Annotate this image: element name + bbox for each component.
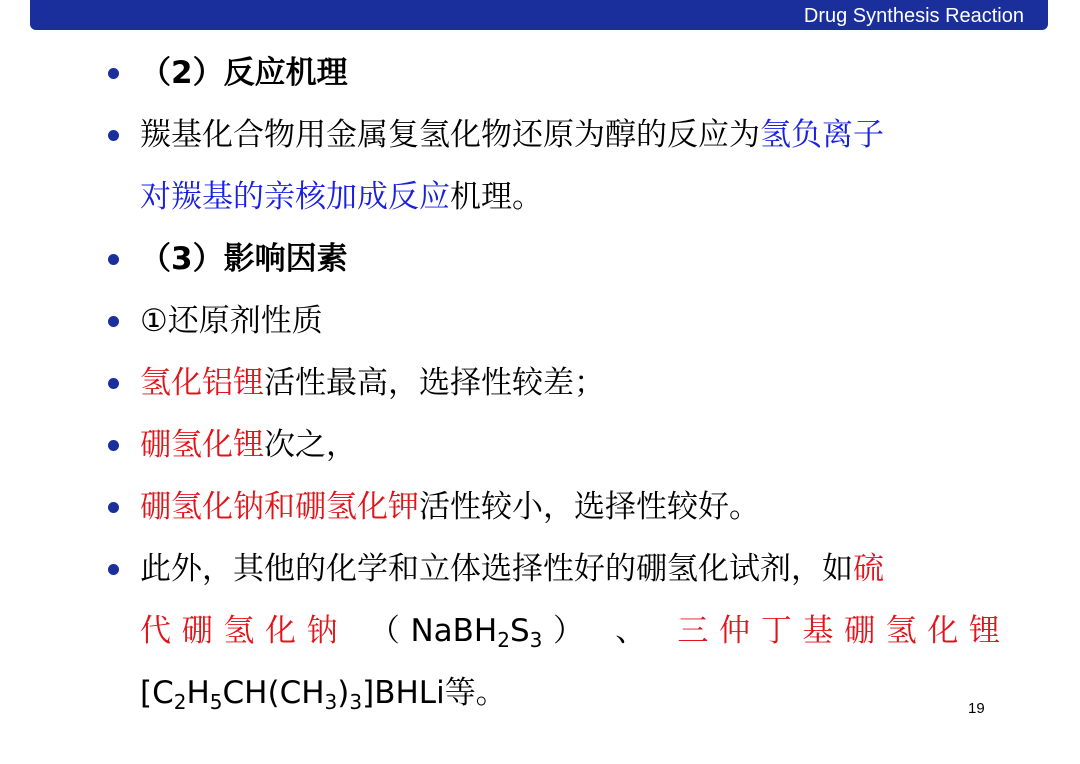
bullet-dot bbox=[108, 378, 119, 389]
bullet-item-mechanism bbox=[100, 104, 1000, 228]
bullet-dot bbox=[108, 564, 119, 575]
body-text: 次之， bbox=[264, 427, 357, 463]
body-text: 等。 bbox=[444, 675, 507, 711]
highlight-text: 硼氢化锂 bbox=[140, 427, 264, 463]
bullet-item-lialh4 bbox=[100, 352, 1000, 414]
separator: 、 bbox=[615, 613, 657, 649]
body-text: 机理。 bbox=[450, 179, 543, 215]
highlight-text: 硼氢化钠和硼氢化钾 bbox=[140, 489, 419, 525]
body-text: 羰基化合物用金属复氢化物还原为醇的反应为 bbox=[140, 117, 760, 153]
slide-content bbox=[100, 42, 1000, 724]
bullet-dot bbox=[108, 130, 119, 141]
highlight-text: 氢负离子 bbox=[760, 117, 884, 153]
bullet-dot bbox=[108, 502, 119, 513]
header-title: Drug Synthesis Reaction bbox=[803, 5, 1024, 27]
highlight-text: 硫 bbox=[853, 551, 884, 587]
highlight-text: 氢化铝锂 bbox=[140, 365, 264, 401]
heading-text: （3）影响因素 bbox=[140, 241, 348, 277]
header-bar bbox=[30, 0, 1048, 30]
formula: $(NaBH_2S_3)$ bbox=[368, 613, 595, 652]
highlight-text: 代硼氢化钠 bbox=[140, 613, 349, 649]
bullet-dot bbox=[108, 440, 119, 451]
bullet-dot bbox=[108, 316, 119, 327]
body-text: 活性最高，选择性较差； bbox=[264, 365, 605, 401]
bullet-item-other-reagents bbox=[100, 538, 1000, 724]
body-text: 此外，其他的化学和立体选择性好的硼氢化试剂，如 bbox=[140, 551, 853, 587]
page-number: 19 bbox=[968, 700, 985, 717]
bullet-item-nabh4-kbh4 bbox=[100, 476, 1000, 538]
bullet-dot bbox=[108, 68, 119, 79]
highlight-text: 对羰基的亲核加成反应 bbox=[140, 179, 450, 215]
justified-line bbox=[140, 600, 1000, 662]
highlight-text: 三仲丁基硼氢化锂 bbox=[677, 613, 1001, 649]
body-text: ①还原剂性质 bbox=[140, 303, 323, 339]
bullet-item-factors-heading bbox=[100, 228, 1000, 290]
bullet-item-mechanism-heading bbox=[100, 42, 1000, 104]
bullet-item-libh4 bbox=[100, 414, 1000, 476]
heading-text: （2）反应机理 bbox=[140, 55, 348, 91]
bullet-dot bbox=[108, 254, 119, 265]
body-text: 活性较小，选择性较好。 bbox=[419, 489, 760, 525]
bullet-item-reductant-nature bbox=[100, 290, 1000, 352]
formula: $[C_2H_5CH(CH_3)_3]BHLi$ bbox=[140, 675, 445, 714]
